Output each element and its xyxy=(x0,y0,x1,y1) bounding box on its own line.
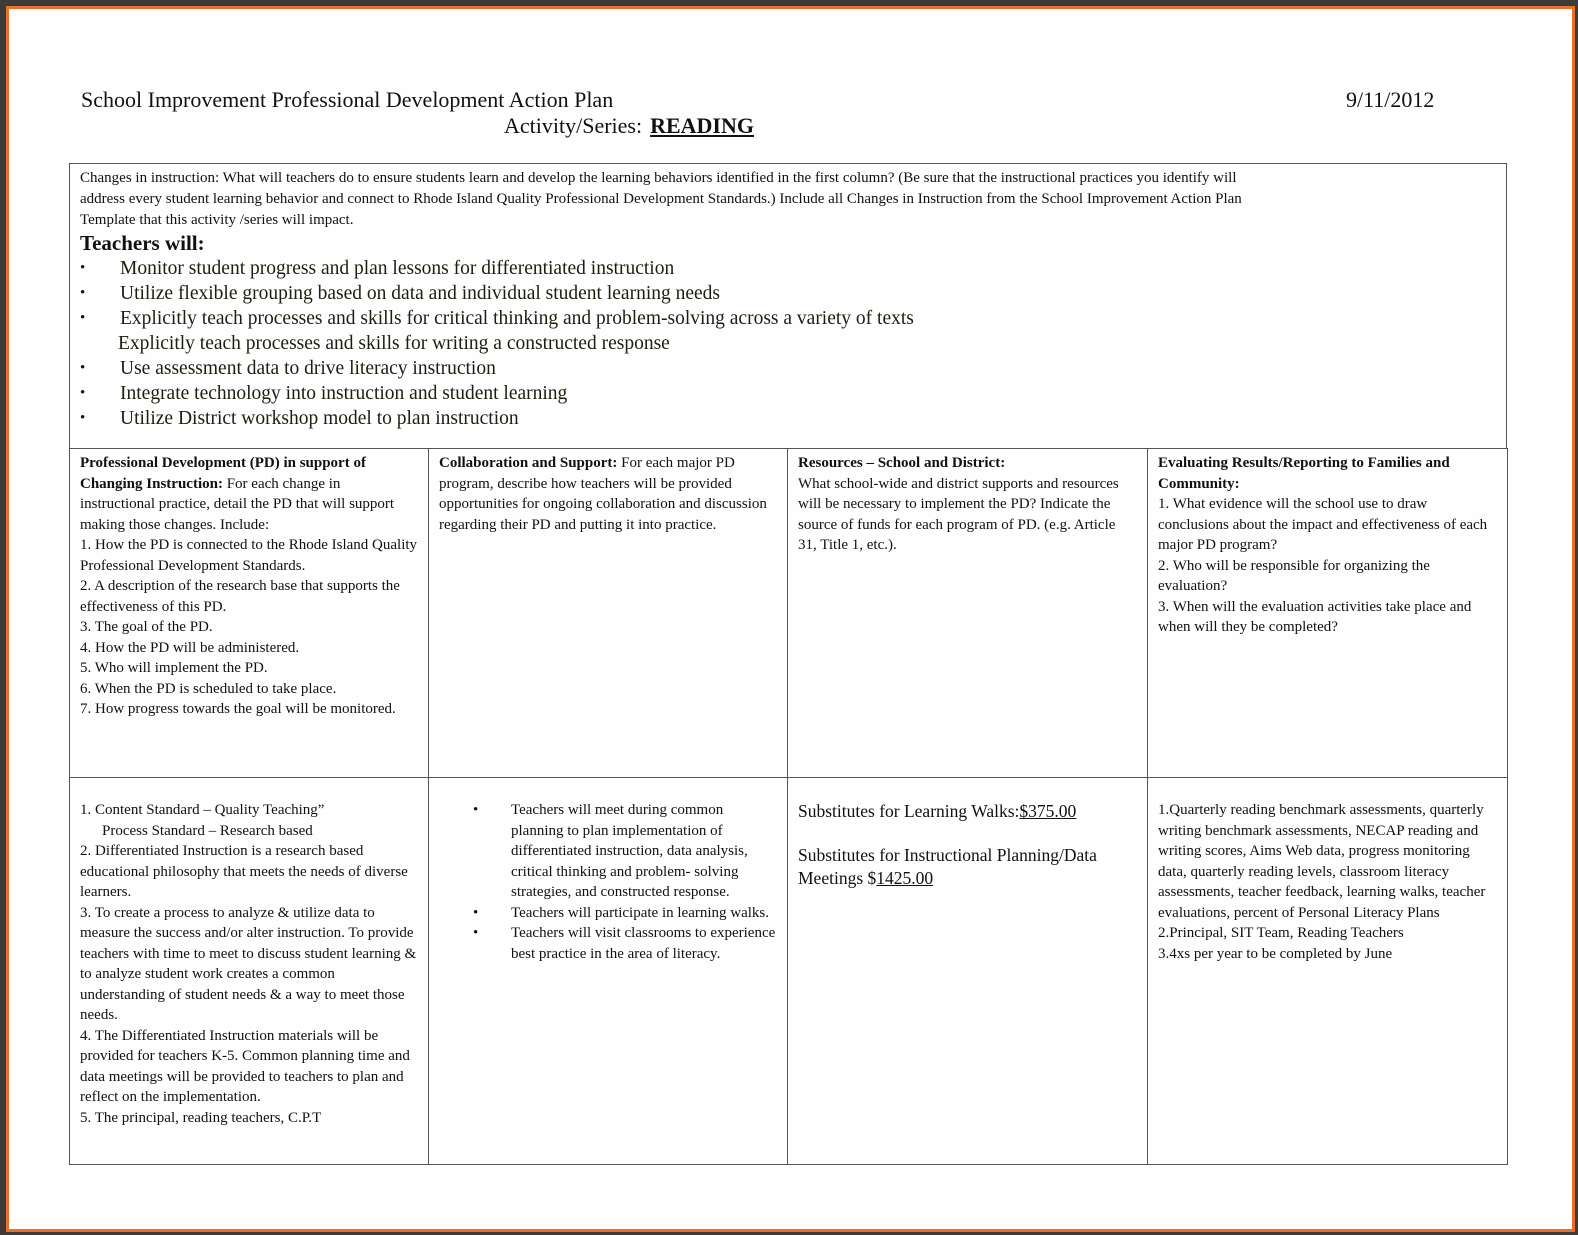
bullet-icon: • xyxy=(473,802,479,818)
pd-question: 2. A description of the research base that supports the effectiveness of this PD. xyxy=(80,578,400,615)
bullet-icon: • xyxy=(80,410,86,426)
pd-header-cell: Professional Development (PD) in support of Changing Instruction: For each change in instructional practice, detail the PD that will support making those changes. Include: 1. How the PD is connected to the Rhode Island Quality Professional Development Standards. 2. A description of the research base that supports the effectiveness of this PD. 3. The goal of the PD. 4. How the PD will be administered. 5. Who will implement the PD. 6. When the PD is scheduled to take place. 7. How progress towards the goal will be monitored. xyxy=(70,449,429,778)
intro-line: address every student learning behavior and connect to Rhode Island Quality Professional Development Standards.) Include all Changes in Instruction from the School Improvement Action Plan xyxy=(80,191,1242,207)
changes-intro xyxy=(80,168,1496,231)
column-heading: Evaluating Results/Reporting to Families and Community: xyxy=(1158,455,1450,492)
resources-header-cell: Resources – School and District: What school-wide and district supports and resources will be necessary to implement the PD? Indicate the source of funds for each program of PD. (e.g. Article 31, Title 1, etc.). xyxy=(788,449,1148,778)
bullet-icon: • xyxy=(473,904,479,921)
resource-amount: $375.00 xyxy=(1019,801,1077,821)
list-item: Explicitly teach processes and skills for writing a constructed response xyxy=(118,333,670,354)
bullet-icon: • xyxy=(473,925,479,941)
pd-question: 1. How the PD is connected to the Rhode Island Quality Professional Development Standards. xyxy=(80,537,418,574)
list-item: • Teachers will participate in learning walks. xyxy=(511,903,777,924)
bullet-icon: • xyxy=(80,385,86,401)
evaluation-question: 1. What evidence will the school use to draw conclusions about the impact and effectiveness of each major PD program? xyxy=(1158,496,1488,553)
collaboration-list xyxy=(439,800,777,964)
pd-question: 4. How the PD will be administered. xyxy=(80,639,300,656)
teachers-will-heading: Teachers will: xyxy=(80,231,205,255)
document-page xyxy=(6,6,1575,1232)
document-date: 9/11/2012 xyxy=(1346,87,1435,112)
bullet-icon: • xyxy=(80,310,86,326)
pd-question: 7. How progress towards the goal will be monitored. xyxy=(80,701,396,717)
list-item: • Teachers will meet during common planning to plan implementation of differentiated instruction, data analysis, critical thinking and problem- solving strategies, and constructed response. xyxy=(473,802,748,900)
table-header-row xyxy=(70,449,1508,778)
pd-question: 6. When the PD is scheduled to take place. xyxy=(80,680,337,697)
activity-series xyxy=(504,113,754,139)
list-item: • Explicitly teach processes and skills for critical thinking and problem-solving across a variety of texts xyxy=(80,308,914,329)
list-item: • Use assessment data to drive literacy instruction xyxy=(80,358,496,379)
changes-in-instruction-section xyxy=(69,163,1507,449)
column-heading: Collaboration and Support: xyxy=(439,455,618,471)
collaboration-header-cell: Collaboration and Support: For each major PD program, describe how teachers will be provided opportunities for ongoing collaboration and discussion regarding their PD and putting it into practice. xyxy=(429,449,788,778)
bullet-icon: • xyxy=(80,360,86,376)
list-item: • Integrate technology into instruction and student learning xyxy=(80,383,568,404)
list-item: • Teachers will visit classrooms to experience best practice in the area of literacy. xyxy=(473,925,776,962)
evaluation-question: 3. When will the evaluation activities take place and when will they be completed? xyxy=(1158,598,1472,635)
evaluation-question: 2. Who will be responsible for organizing the evaluation? xyxy=(1158,557,1430,594)
resource-item: Substitutes for Instructional Planning/Data Meetings $1425.00 xyxy=(798,845,1097,888)
list-item: • Utilize District workshop model to plan instruction xyxy=(80,408,519,429)
list-item: • Monitor student progress and plan lessons for differentiated instruction xyxy=(80,258,675,279)
table-content-row xyxy=(70,778,1508,1165)
action-plan-table xyxy=(69,448,1508,1165)
collaboration-content-cell xyxy=(429,778,788,1165)
intro-line: Template that this activity /series will impact. xyxy=(80,212,354,228)
pd-question: 5. Who will implement the PD. xyxy=(80,660,268,676)
document-title: School Improvement Professional Development Action Plan xyxy=(81,87,614,112)
bullet-icon: • xyxy=(80,285,86,301)
teachers-will-list xyxy=(80,256,1496,431)
intro-line: Changes in instruction: What will teachers do to ensure students learn and develop the learning behaviors identified in the first column? (Be sure that the instructional practices you identify will xyxy=(80,170,1237,186)
column-heading: Professional Development (PD) in support of Changing Instruction: xyxy=(80,455,366,492)
pd-question: 3. The goal of the PD. xyxy=(80,619,213,635)
resources-content-cell xyxy=(788,778,1148,1165)
column-heading: Resources – School and District: xyxy=(798,455,1006,471)
list-item: • Utilize flexible grouping based on data and individual student learning needs xyxy=(80,283,721,304)
series-value: READING xyxy=(650,113,754,138)
resource-item: Substitutes for Learning Walks:$375.00 xyxy=(798,801,1077,821)
pd-content-cell: 1. Content Standard – Quality Teaching” Process Standard – Research based 2. Differentiated Instruction is a research based educational philosophy that meets the needs of diverse learners. 3. To create a process to analyze & utilize data to measure the success and/or alter instruction. To provide teachers with time to meet to discuss student learning & to analyze student work creates a common understanding of student needs & a way to meet those needs. 4. The Differentiated Instruction materials will be provided for teachers K-5. Common planning time and data meetings will be provided to teachers to plan and reflect on the implementation. 5. The principal, reading teachers, C.P.T xyxy=(70,778,429,1165)
bullet-icon: • xyxy=(80,260,86,276)
series-label: Activity/Series: xyxy=(504,113,643,138)
resource-amount: 1425.00 xyxy=(876,868,934,888)
evaluation-content-cell: 1.Quarterly reading benchmark assessments, quarterly writing benchmark assessments, NECAP reading and writing scores, Aims Web data, progress monitoring data, quarterly reading levels, classroom literacy assessments, teacher feedback, learning walks, teacher evaluations, percent of Personal Literacy Plans 2.Principal, SIT Team, Reading Teachers 3.4xs per year to be completed by June xyxy=(1148,778,1508,1165)
evaluation-header-cell xyxy=(1148,449,1508,778)
